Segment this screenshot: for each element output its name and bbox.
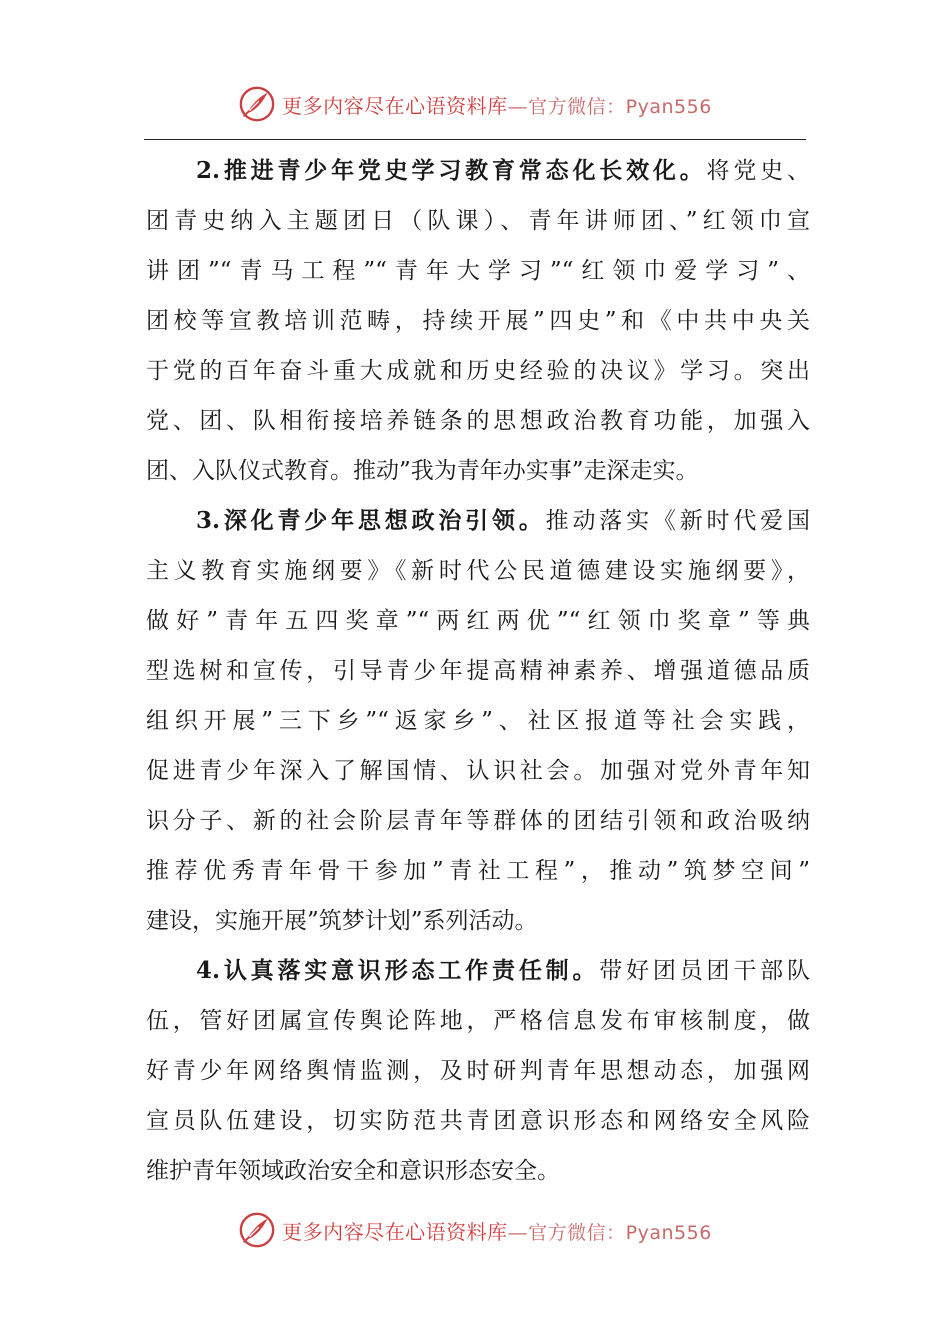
banner-brand: 更多内容尽在心语资料库 <box>282 1219 508 1244</box>
banner-separator: — <box>507 1219 529 1244</box>
header-divider <box>144 139 806 140</box>
paragraph-2-first-line <box>146 146 810 196</box>
paragraph-2-heading: 2.推进青少年党史学习教育常态化长效化。 <box>196 157 707 184</box>
paragraph-4-heading: 4.认真落实意识形态工作责任制。 <box>196 957 600 984</box>
banner-wechat: 官方微信：Pyan556 <box>528 95 712 118</box>
text-line: 团、入队仪式教育。推动”我为青年办实事”走深走实。 <box>146 458 699 484</box>
paragraph-4-lead: 带好团员团干部队 <box>599 958 810 984</box>
banner-brand: 更多内容尽在心语资料库 <box>282 93 508 118</box>
text-line: 党、团、队相衔接培养链条的思想政治教育功能，加强入 <box>146 408 810 434</box>
text-line: 维护青年领域政治安全和意识形态安全。 <box>146 1158 560 1184</box>
footer-banner <box>0 1210 950 1250</box>
text-line: 建设，实施开展”筑梦计划”系列活动。 <box>146 908 538 934</box>
banner-separator: — <box>507 93 529 118</box>
text-line: 伍，管好团属宣传舆论阵地，严格信息发布审核制度，做 <box>146 1008 810 1034</box>
text-line: 宣员队伍建设，切实防范共青团意识形态和网络安全风险 <box>146 1108 810 1134</box>
paragraph-2-lead: 将党史、 <box>706 158 810 184</box>
header-banner <box>0 84 950 124</box>
text-line: 型选树和宣传，引导青少年提高精神素养、增强道德品质 <box>146 658 810 684</box>
text-line: 团青史纳入主题团日（队课）、青年讲师团、”红领巾宣 <box>146 208 810 234</box>
body-text <box>146 146 810 1196</box>
text-line: 团校等宣教培训范畴，持续开展”四史”和《中共中央关 <box>146 308 810 334</box>
text-line: 促进青少年深入了解国情、认识社会。加强对党外青年知 <box>146 758 810 784</box>
text-line: 组织开展”三下乡”“返家乡”、社区报道等社会实践， <box>146 708 810 734</box>
text-line: 做好”青年五四奖章”“两红两优”“红领巾奖章”等典 <box>146 608 810 634</box>
text-line: 好青少年网络舆情监测，及时研判青年思想动态，加强网 <box>146 1058 810 1084</box>
paragraph-3-heading: 3.深化青少年思想政治引领。 <box>196 507 546 534</box>
banner-wechat: 官方微信：Pyan556 <box>528 1221 712 1244</box>
text-line: 推荐优秀青年骨干参加”青社工程”，推动”筑梦空间” <box>146 858 810 884</box>
paragraph-4-first-line <box>146 946 810 996</box>
text-line: 讲团”“青马工程”“青年大学习”“红领巾爱学习”、 <box>146 258 810 284</box>
paragraph-3-first-line <box>146 496 810 546</box>
text-line: 主义教育实施纲要》《新时代公民道德建设实施纲要》， <box>146 558 810 584</box>
paragraph-3-lead: 推动落实《新时代爱国 <box>545 508 810 534</box>
text-line: 于党的百年奋斗重大成就和历史经验的决议》学习。突出 <box>146 358 810 384</box>
text-line: 识分子、新的社会阶层青年等群体的团结引领和政治吸纳 <box>146 808 810 834</box>
quill-logo-icon <box>238 85 276 123</box>
quill-logo-icon <box>238 1211 276 1249</box>
